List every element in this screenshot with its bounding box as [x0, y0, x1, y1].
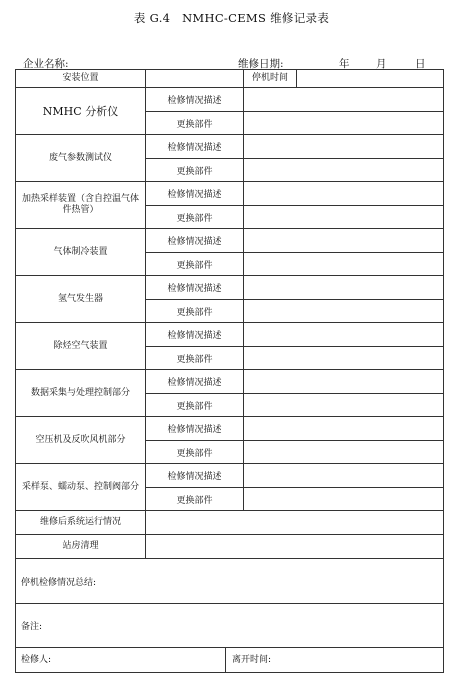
inspect-cell[interactable] [244, 88, 444, 112]
component-label: 加热采样装置（含自控温气体件热管） [16, 182, 146, 229]
component-row [16, 417, 444, 441]
inspect-cell[interactable] [244, 464, 444, 488]
inspect-cell[interactable] [244, 229, 444, 253]
inspect-label: 检修情况描述 [146, 135, 244, 159]
component-row [16, 276, 444, 300]
location-cell[interactable] [146, 70, 244, 88]
inspect-label: 检修情况描述 [146, 417, 244, 441]
downtime-cell[interactable] [297, 70, 443, 87]
component-row [16, 464, 444, 488]
replace-cell[interactable] [244, 488, 444, 511]
component-row [16, 88, 444, 112]
component-label: 氢气发生器 [16, 276, 146, 323]
replace-label: 更换部件 [146, 253, 244, 276]
replace-label: 更换部件 [146, 206, 244, 229]
replace-cell[interactable] [244, 300, 444, 323]
inspect-label: 检修情况描述 [146, 182, 244, 206]
component-label: 采样泵、蠕动泵、控制阀部分 [16, 464, 146, 511]
component-row [16, 182, 444, 206]
inspect-label: 检修情况描述 [146, 370, 244, 394]
inspect-label: 检修情况描述 [146, 323, 244, 347]
form-header [18, 56, 438, 70]
inspect-cell[interactable] [244, 370, 444, 394]
month-label: 月 [376, 58, 387, 70]
replace-cell[interactable] [244, 347, 444, 370]
replace-label: 更换部件 [146, 347, 244, 370]
inspect-label: 检修情况描述 [146, 464, 244, 488]
signature-row [16, 648, 444, 673]
inspect-cell[interactable] [244, 276, 444, 300]
leave-time-field[interactable]: 离开时间: [232, 655, 272, 665]
replace-cell[interactable] [244, 159, 444, 182]
after-repair-cell[interactable] [146, 511, 444, 535]
inspect-cell[interactable] [244, 182, 444, 206]
location-label: 安装位置 [16, 70, 146, 88]
station-cleanup-label: 站房清理 [16, 535, 146, 559]
date-label: 维修日期: [238, 58, 284, 70]
station-cleanup-cell[interactable] [146, 535, 444, 559]
maintenance-record-table [15, 69, 444, 673]
inspect-cell[interactable] [244, 323, 444, 347]
component-row [16, 323, 444, 347]
day-label: 日 [415, 58, 426, 70]
component-label: 空压机及反吹风机部分 [16, 417, 146, 464]
component-label: NMHC 分析仪 [16, 88, 146, 135]
summary-row [16, 559, 444, 604]
replace-cell[interactable] [244, 112, 444, 135]
remarks-row [16, 604, 444, 648]
summary-field[interactable]: 停机检修情况总结: [16, 559, 444, 604]
component-label: 废气参数测试仪 [16, 135, 146, 182]
replace-label: 更换部件 [146, 112, 244, 135]
company-label: 企业名称: [23, 58, 69, 70]
form-title: 表 G.4 NMHC-CEMS 维修记录表 [133, 11, 330, 25]
downtime-label: 停机时间 [244, 70, 297, 87]
replace-cell[interactable] [244, 394, 444, 417]
inspect-label: 检修情况描述 [146, 88, 244, 112]
component-label: 数据采集与处理控制部分 [16, 370, 146, 417]
replace-label: 更换部件 [146, 441, 244, 464]
component-label: 除烃空气装置 [16, 323, 146, 370]
replace-cell[interactable] [244, 253, 444, 276]
inspect-cell[interactable] [244, 135, 444, 159]
replace-label: 更换部件 [146, 394, 244, 417]
component-row [16, 229, 444, 253]
inspect-cell[interactable] [244, 417, 444, 441]
component-row [16, 370, 444, 394]
inspect-label: 检修情况描述 [146, 276, 244, 300]
location-row [16, 70, 444, 88]
inspect-label: 检修情况描述 [146, 229, 244, 253]
replace-label: 更换部件 [146, 488, 244, 511]
replace-cell[interactable] [244, 206, 444, 229]
replace-label: 更换部件 [146, 300, 244, 323]
replace-cell[interactable] [244, 441, 444, 464]
year-label: 年 [339, 58, 350, 70]
remarks-field[interactable]: 备注: [16, 604, 444, 648]
after-repair-row [16, 511, 444, 535]
component-label: 气体制冷装置 [16, 229, 146, 276]
station-cleanup-row [16, 535, 444, 559]
replace-label: 更换部件 [146, 159, 244, 182]
component-row [16, 135, 444, 159]
repairer-field[interactable]: 检修人: [16, 648, 226, 672]
after-repair-label: 维修后系统运行情况 [16, 511, 146, 535]
